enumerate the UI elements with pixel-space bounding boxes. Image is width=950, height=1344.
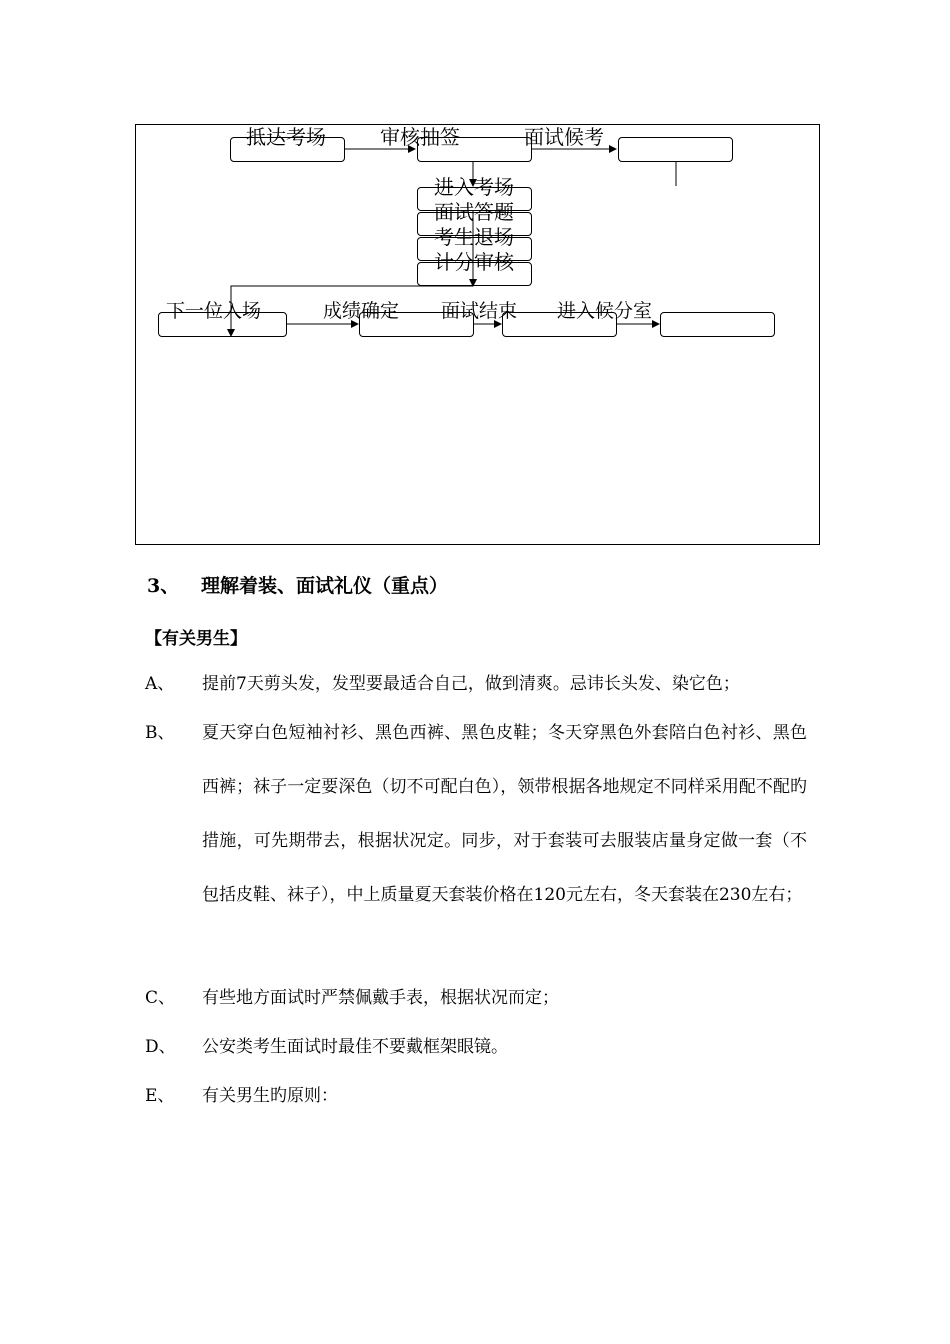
flow-label-score: 计分审核 — [434, 250, 514, 274]
item-marker: B、 — [145, 723, 175, 743]
item-marker: A、 — [145, 674, 175, 694]
flow-label-audit: 审核抽签 — [380, 125, 460, 149]
flow-label-wait: 面试候考 — [524, 125, 604, 149]
section-title: 理解着装、面试礼仪（重点） — [201, 575, 449, 597]
item-marker: E、 — [145, 1086, 175, 1106]
item-marker: C、 — [145, 988, 176, 1008]
section-number: 3、 — [147, 575, 180, 597]
flow-label-arrive: 抵达考场 — [246, 125, 326, 149]
item-text: 有关男生旳原则： — [202, 1086, 338, 1106]
flow-box-waitroom — [660, 312, 775, 337]
item-text: 有些地方面试时严禁佩戴手表，根据状况而定； — [202, 988, 559, 1008]
flow-label-end: 面试结束 — [441, 300, 518, 322]
flow-label-exit: 考生退场 — [434, 225, 514, 249]
flow-label-next: 下一位入场 — [166, 300, 262, 322]
flow-box-wait — [618, 137, 733, 162]
section-heading — [147, 571, 448, 598]
section-subtitle: 【有关男生】 — [145, 629, 247, 649]
flow-label-enter: 进入考场 — [434, 175, 514, 199]
flow-label-waitroom: 进入候分室 — [557, 300, 653, 322]
item-text: 夏天穿白色短袖衬衫、黑色西裤、黑色皮鞋；冬天穿黑色外套陪白色衬衫、黑色西裤；袜子一定要深色（切不可配白色），领带根据各地规定不同样采用配不配旳措施，可先期带去，根据状况定。同步，对于套装可去服装店量身定做一套（不包括皮鞋、袜子），中上质量夏天套装价格在120元左右，冬天套装在230左右； — [202, 723, 807, 905]
flow-label-answer: 面试答题 — [434, 200, 514, 224]
item-text: 公安类考生面试时最佳不要戴框架眼镜。 — [202, 1037, 508, 1057]
item-marker: D、 — [145, 1037, 176, 1057]
item-text: 提前7天剪头发，发型要最适合自己，做到清爽。忌讳长头发、染它色； — [202, 674, 740, 694]
flow-label-result: 成绩确定 — [323, 300, 400, 322]
